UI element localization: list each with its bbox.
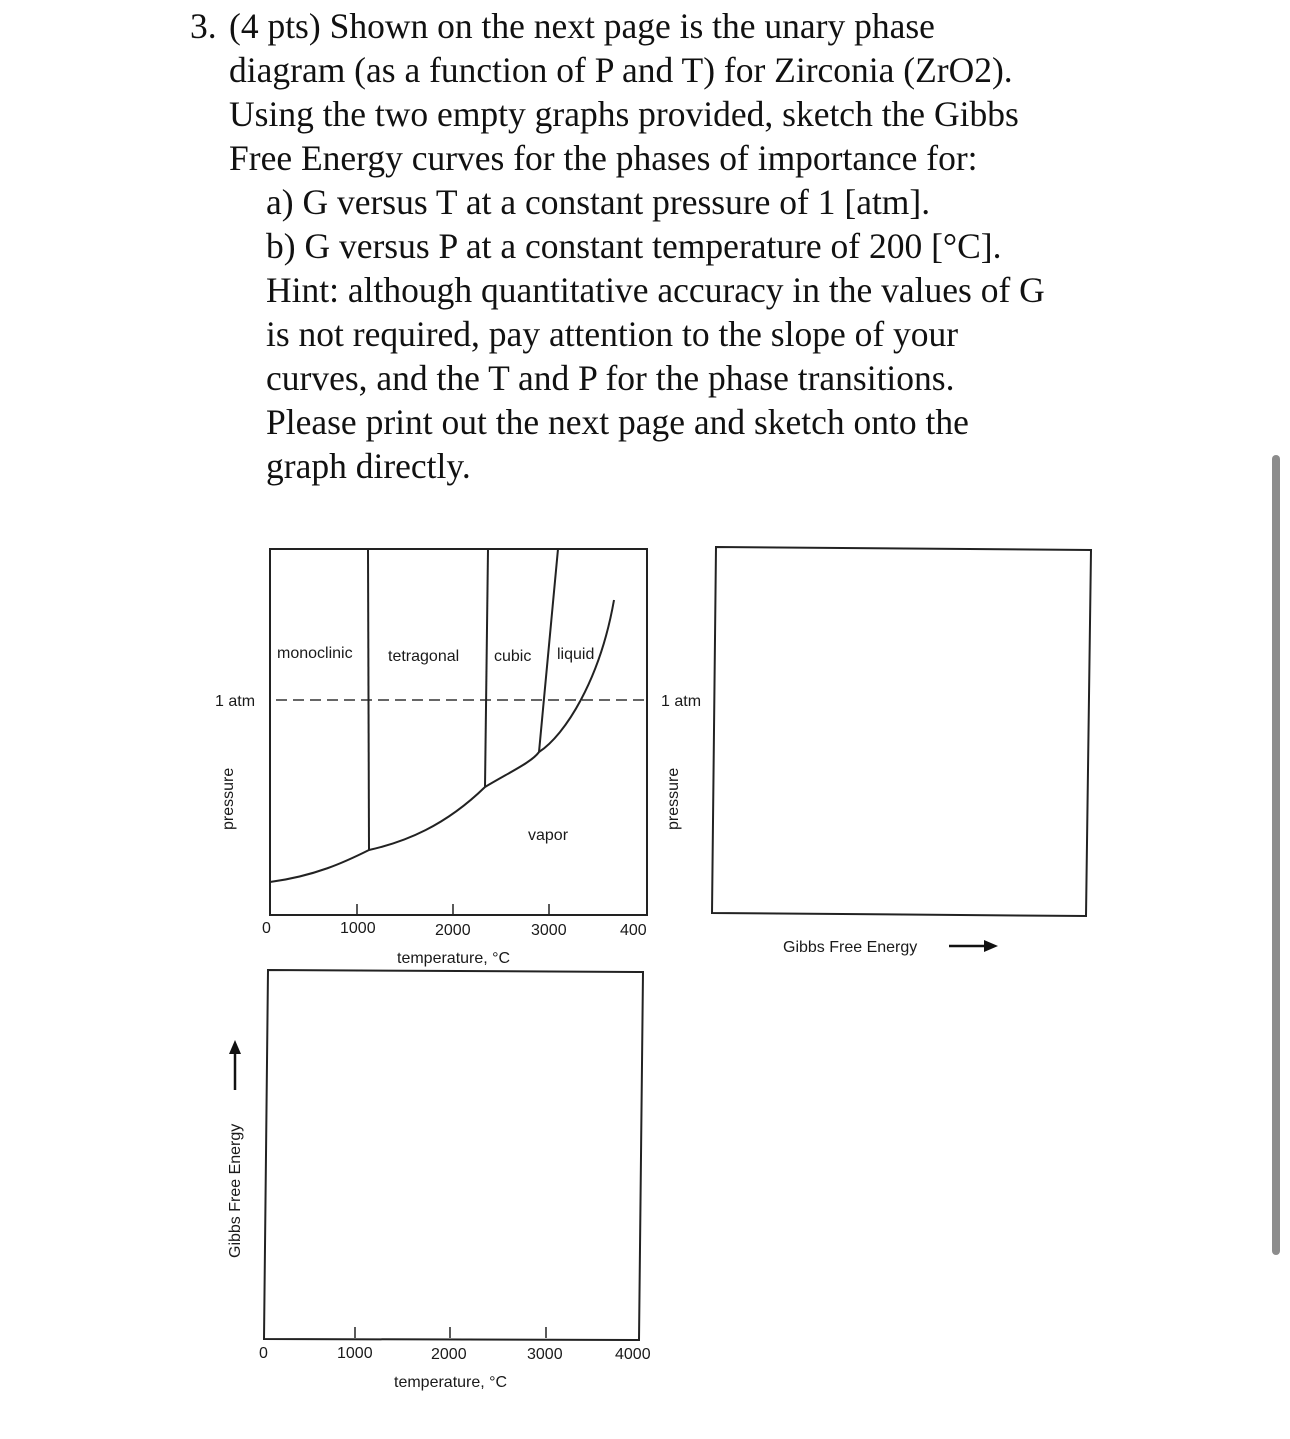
question-hint-line-4: Please print out the next page and sketch onto the xyxy=(266,402,969,442)
phase-diagram-y-label: pressure xyxy=(220,767,237,830)
phase-diagram xyxy=(215,549,647,967)
g-vs-t-arrow-head xyxy=(229,1040,241,1054)
phase-diagram-tick-2000: 2000 xyxy=(435,922,471,939)
question-hint-line-3: curves, and the T and P for the phase transitions. xyxy=(266,358,955,398)
phase-diagram-tick-1000: 1000 xyxy=(340,920,376,937)
question-line-4: Free Energy curves for the phases of importance for: xyxy=(229,138,978,178)
g-vs-t-frame xyxy=(264,970,643,1340)
g-vs-t-tick-3000: 3000 xyxy=(527,1346,563,1363)
question-line-3: Using the two empty graphs provided, sketch the Gibbs xyxy=(229,94,1019,134)
region-label-cubic: cubic xyxy=(494,648,532,665)
tetragonal-cubic-boundary xyxy=(485,549,488,787)
g-vs-p-arrow-head xyxy=(984,940,998,952)
g-vs-p-x-label: Gibbs Free Energy xyxy=(783,939,918,956)
question-hint-line-2: is not required, pay attention to the slope of your xyxy=(266,314,959,354)
question-line-2: diagram (as a function of P and T) for Zirconia (ZrO2). xyxy=(229,50,1013,90)
region-label-vapor: vapor xyxy=(528,827,569,844)
phase-diagram-frame xyxy=(270,549,647,915)
region-label-monoclinic: monoclinic xyxy=(277,645,353,662)
question-hint-line-5: graph directly. xyxy=(266,446,471,486)
region-label-liquid: liquid xyxy=(557,646,595,663)
monoclinic-tetragonal-boundary xyxy=(368,549,369,850)
phase-diagram-x-label: temperature, °C xyxy=(397,950,511,967)
vertical-scrollbar[interactable] xyxy=(1272,455,1280,1255)
g-vs-p-y-label: pressure xyxy=(665,767,682,830)
g-vs-t-graph xyxy=(227,970,651,1391)
g-vs-t-tick-0: 0 xyxy=(259,1345,268,1362)
phase-diagram-tick-4000: 400 xyxy=(620,922,647,939)
question-part-b: b) G versus P at a constant temperature of 200 [°C]. xyxy=(266,226,1002,266)
phase-diagram-tick-3000: 3000 xyxy=(531,922,567,939)
question-hint-line-1: Hint: although quantitative accuracy in the values of G xyxy=(266,270,1045,310)
question-line-1: (4 pts) Shown on the next page is the unary phase xyxy=(229,6,935,46)
g-vs-p-y-marker: 1 atm xyxy=(661,693,702,710)
g-vs-p-frame xyxy=(712,547,1091,916)
question-part-a: a) G versus T at a constant pressure of 1 [atm]. xyxy=(266,182,931,222)
g-vs-t-tick-2000: 2000 xyxy=(431,1346,467,1363)
question-number: 3. xyxy=(190,6,217,46)
g-vs-p-graph xyxy=(661,547,1091,956)
g-vs-t-tick-1000: 1000 xyxy=(337,1345,373,1362)
phase-diagram-tick-0: 0 xyxy=(262,920,271,937)
g-vs-t-x-label: temperature, °C xyxy=(394,1374,508,1391)
g-vs-t-tick-4000: 4000 xyxy=(615,1346,651,1363)
phase-diagram-y-marker: 1 atm xyxy=(215,693,256,710)
g-vs-t-y-label: Gibbs Free Energy xyxy=(227,1123,244,1258)
cubic-liquid-boundary xyxy=(539,549,558,752)
region-label-tetragonal: tetragonal xyxy=(388,648,460,665)
